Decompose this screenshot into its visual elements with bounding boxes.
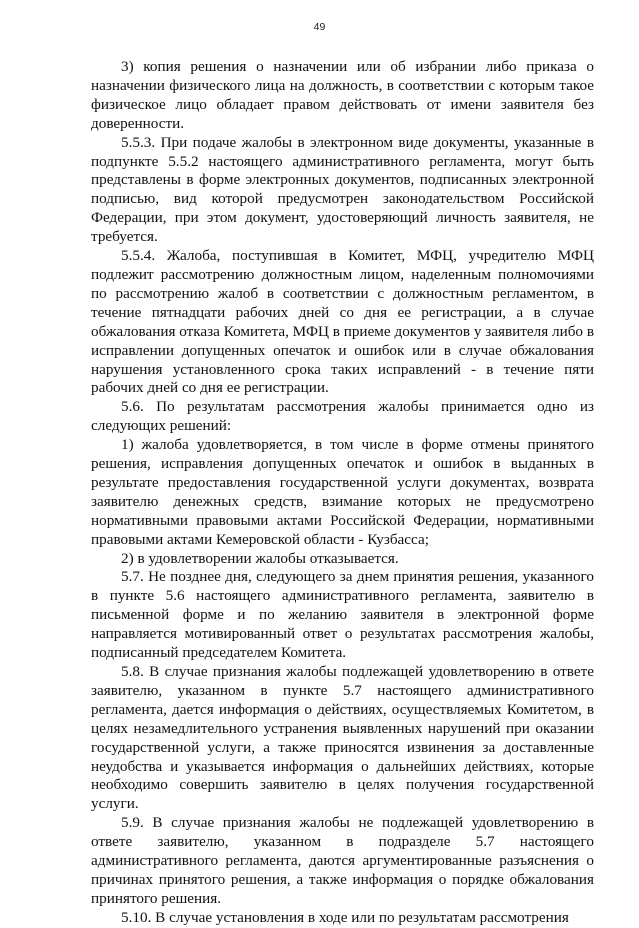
paragraph-item-3-copy-of-decision: 3) копия решения о назначении или об избрании либо приказа о назначении физического лица на должность, в соответствии с которым такое физическое лицо обладает правом действовать от имени заявителя без доверенности.	[91, 58, 594, 132]
paragraph-5-9: 5.9. В случае признания жалобы не подлежащей удовлетворению в ответе заявителю, указанном в подразделе 5.7 настоящего административного регламента, даются аргументированные разъяснения о причинах принятого решения, а также информация о порядке обжалования принятого решения.	[91, 814, 594, 907]
page-number: 49	[313, 21, 326, 33]
paragraph-5-7: 5.7. Не позднее дня, следующего за днем принятия решения, указанного в пункте 5.6 настоящего административного регламента, заявителю в письменной форме и по желанию заявителя в электронной форме направляется мотивированный ответ о результатах рассмотрения жалобы, подписанный председателем Комитета.	[91, 568, 594, 662]
paragraph-5-6-item-1: 1) жалоба удовлетворяется, в том числе в форме отмены принятого решения, исправления допущенных опечаток и ошибок в выданных в результате предоставления государственной услуги документах, возврата заявителю денежных средств, взимание которых не предусмотрено нормативными правовыми актами Российской Федерации, нормативными правовыми актами Кемеровской области - Кузбасса;	[91, 436, 594, 548]
body-text	[91, 58, 594, 928]
paragraph-5-6-item-2: 2) в удовлетворении жалобы отказывается.	[121, 549, 399, 567]
paragraph-5-8: 5.8. В случае признания жалобы подлежащей удовлетворению в ответе заявителю, указанном в пункте 5.7 настоящего административного регламента, дается информация о действиях, осуществляемых Комитетом, в целях незамедлительного устранения выявленных нарушений при оказании государственной услуги, а также приносятся извинения за доставленные неудобства и указывается информация о дальнейших действиях, которые необходимо совершить заявителю в целях получения государственной услуги.	[91, 663, 594, 813]
paragraph-5-5-4: 5.5.4. Жалоба, поступившая в Комитет, МФЦ, учредителю МФЦ подлежит рассмотрению должностным лицом, наделенным полномочиями по рассмотрению жалоб в соответствии с должностным регламентом, в течение пятнадцати рабочих дней со дня ее регистрации, а в случае обжалования отказа Комитета, МФЦ в приеме документов у заявителя либо в исправлении допущенных опечаток и ошибок или в случае обжалования нарушения установленного срока таких исправлений - в течение пяти рабочих дней со дня ее регистрации.	[91, 247, 594, 397]
paragraph-5-5-3: 5.5.3. При подаче жалобы в электронном виде документы, указанные в подпункте 5.5.2 настоящего административного регламента, могут быть представлены в форме электронных документов, подписанных электронной подписью, вид которой предусмотрен законодательством Российской Федерации, при этом документ, удостоверяющий личность заявителя, не требуется.	[91, 133, 594, 246]
paragraph-5-6: 5.6. По результатам рассмотрения жалобы принимается одно из следующих решений:	[91, 398, 594, 435]
paragraph-5-10: 5.10. В случае установления в ходе или по результатам рассмотрения	[121, 908, 569, 926]
